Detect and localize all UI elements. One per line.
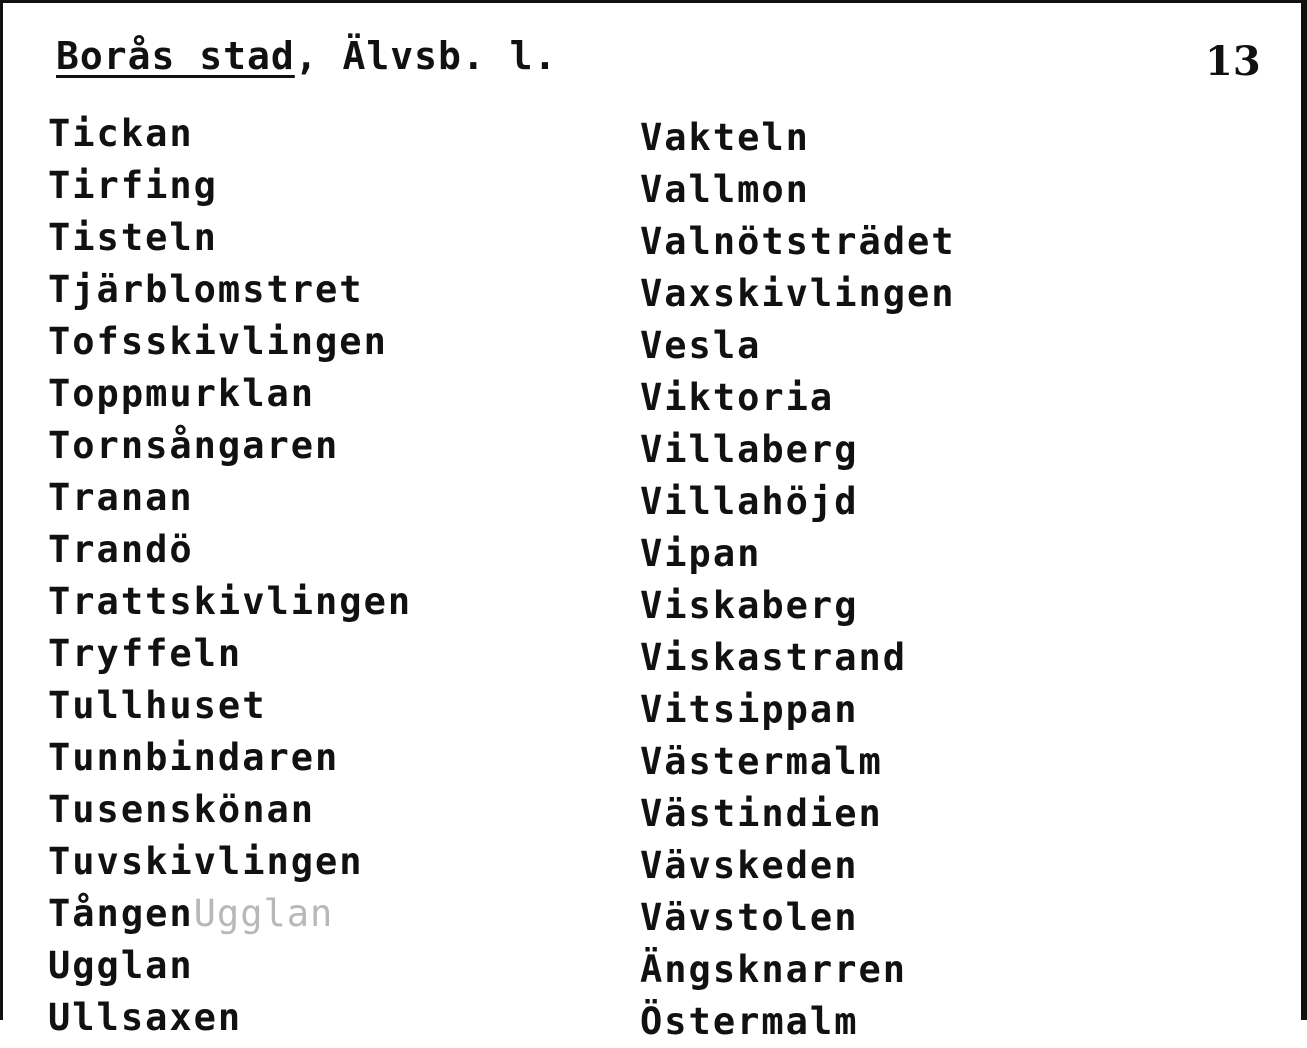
list-item: Östermalm [640,1000,859,1043]
scan-edge-left [0,0,3,1020]
list-item: Tjärblomstret [48,268,364,311]
list-item: Ugglan [48,944,194,987]
list-item: Tunnbindaren [48,736,340,779]
list-item-text: Tången [48,892,194,935]
list-item: Tusenskönan [48,788,316,831]
header-place: Borås stad [56,34,295,78]
list-item: Vipan [640,532,762,575]
list-item: Ullsaxen [48,996,243,1039]
list-item: Valnötsträdet [640,220,956,263]
list-item: Villaberg [640,428,859,471]
list-item: Viskastrand [640,636,908,679]
list-item: Vävskeden [640,844,859,887]
list-item: Vakteln [640,116,810,159]
document-header [56,34,557,78]
list-item: Ängsknarren [640,948,908,991]
list-item: Tornsångaren [48,424,340,467]
list-item-with-overstrike [48,888,412,940]
list-item: Vävstolen [640,896,859,939]
scan-edge-right [1301,0,1307,1020]
list-item: Viskaberg [640,584,859,627]
list-item: Trattskivlingen [48,580,413,623]
list-item: Vaxskivlingen [640,272,956,315]
list-item: Tirfing [48,164,218,207]
list-item: Vitsippan [640,688,859,731]
list-item: Tickan [48,112,194,155]
list-item: Västermalm [640,740,883,783]
left-column-list [48,108,412,1044]
page-number: 13 [1205,38,1261,85]
list-item: Villahöjd [640,480,859,523]
right-column-list [640,112,956,1048]
list-item: Tranan [48,476,194,519]
list-item: Viktoria [640,376,835,419]
list-item: Tisteln [48,216,218,259]
list-item: Tryffeln [48,632,243,675]
list-item: Västindien [640,792,883,835]
list-item: Tuvskivlingen [48,840,364,883]
scan-edge-top [0,0,1307,3]
list-item: Toppmurklan [48,372,316,415]
list-item: Tofsskivlingen [48,320,388,363]
header-district: , Älvsb. l. [294,34,558,78]
list-item: Trandö [48,528,194,571]
list-item: Vallmon [640,168,810,211]
list-item: Tullhuset [48,684,267,727]
list-item: Vesla [640,324,762,367]
faint-overstruck-text: Ugglan [193,892,334,935]
